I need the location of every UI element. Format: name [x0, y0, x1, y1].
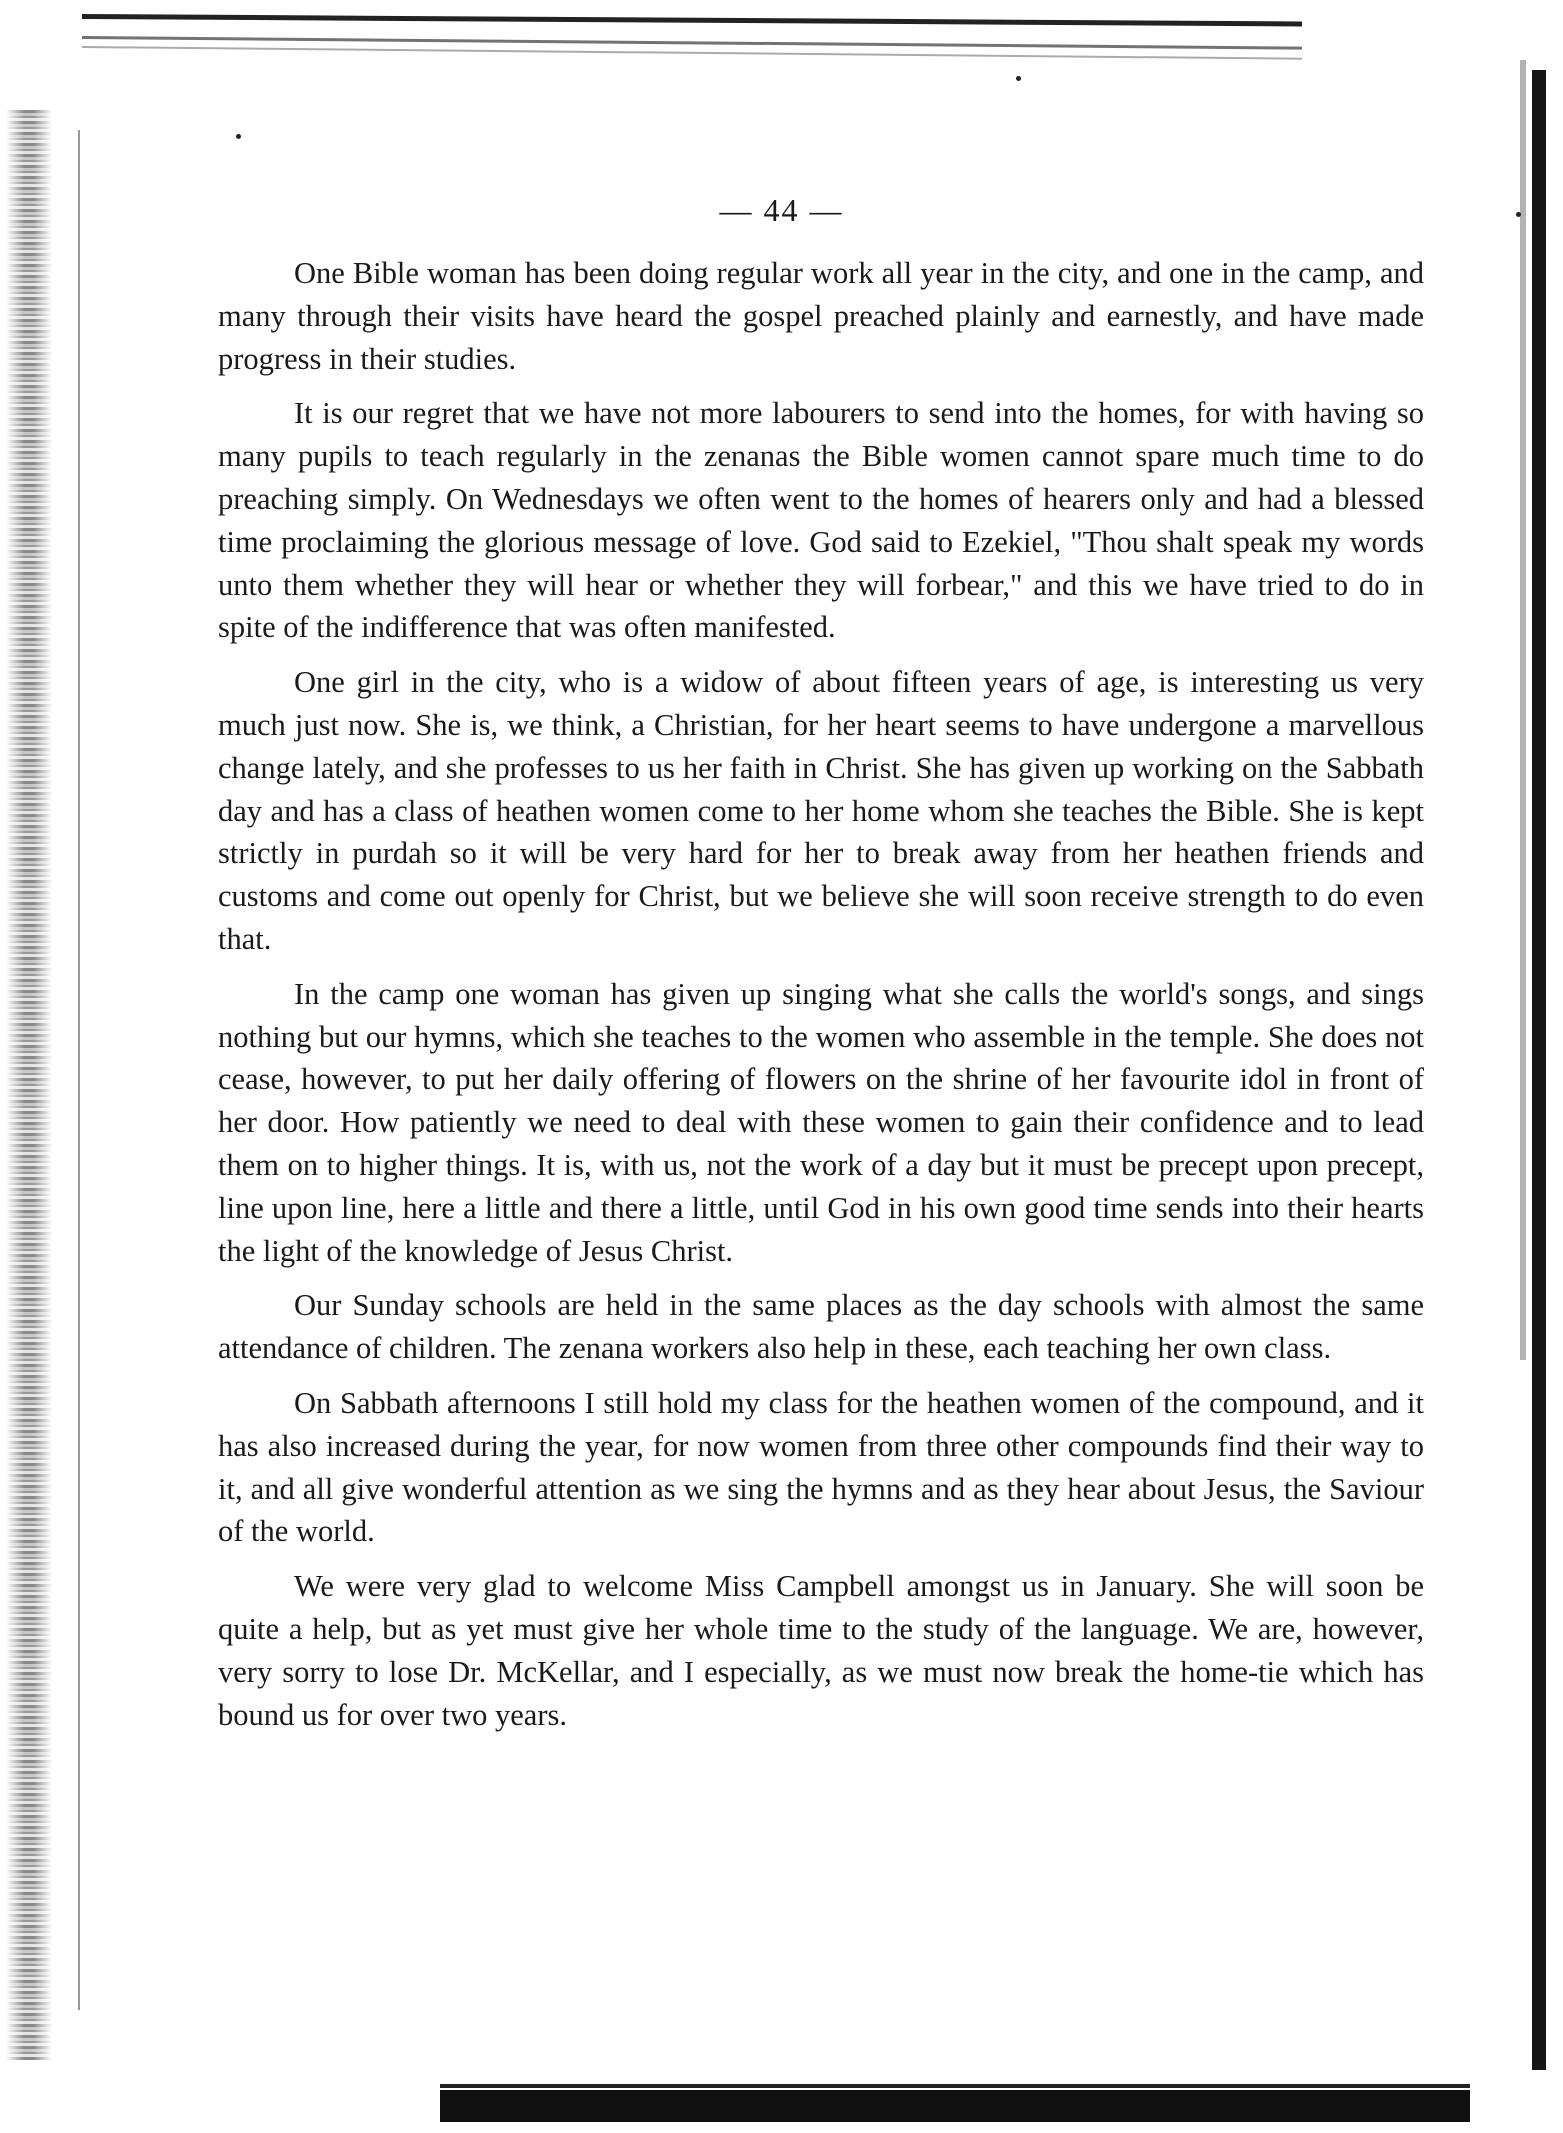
bottom-rule-heavy [440, 2090, 1470, 2122]
paragraph-camp-woman: In the camp one woman has given up singing what she calls the world's songs, and sings nothing but our hymns, which she teaches to the women who assemble in the temple. She does not cease, however, to put her daily offering of flowers on the shrine of her favourite idol in front of her door. How patiently we need to deal with these women to gain their confidence and to lead them on to higher things. It is, with us, not the work of a day but it must be precept upon precept, line upon line, here a little and there a little, until God in his own good time sends into their hearts the light of the knowledge of Jesus Christ. [218, 976, 1424, 1268]
top-rule [82, 14, 1302, 26]
left-edge-line [78, 130, 80, 2010]
bottom-rule [440, 2084, 1470, 2088]
paragraph-sunday-schools: Our Sunday schools are held in the same places as the day schools with almost the same attendance of children. The zenana workers also help in these, each teaching her own class. [218, 1288, 1424, 1366]
scan-speck [1016, 76, 1021, 81]
paragraph-widow-girl: One girl in the city, who is a widow of about fifteen years of age, is interesting us very much just now. She is, we think, a Christian, for her heart seems to have undergone a marvellous change lately, and she professes to us her faith in Christ. She has given up working on the Sabbath day and has a class of heathen women come to her home whom she teaches the Bible. She is kept strictly in purdah so it will be very hard for her to break away from her heathen friends and customs and come out openly for Christ, but we believe she will soon receive strength to do even that. [218, 665, 1424, 956]
scan-speck [236, 134, 241, 139]
paragraph-sabbath-afternoons: On Sabbath afternoons I still hold my class for the heathen women of the compound, and it has also increased during the year, for now women from three other compounds find their way to it, and all give wonderful attention as we sing the hymns and as they hear about Jesus, the Saviour of the world. [218, 1385, 1424, 1549]
left-binding-edge [6, 110, 52, 2060]
paragraph-bible-woman: One Bible woman has been doing regular work all year in the city, and one in the camp, and many through their visits have heard the gospel preached plainly and earnestly, and have made progress in their studies. [218, 256, 1424, 376]
right-page-edge [1532, 70, 1546, 2070]
paragraph-labourers: It is our regret that we have not more labourers to send into the homes, for with having so many pupils to teach regularly in the zenanas the Bible women cannot spare much time to do preaching simply. On Wednesdays we often went to the homes of hearers only and had a blessed time proclaiming the glorious message of love. God said to Ezekiel, "Thou shalt speak my words unto them whether they will hear or whether they will forbear," and this we have tried to do in spite of the indifference that was often manifested. [218, 396, 1424, 645]
paragraph-miss-campbell: We were very glad to welcome Miss Campbell amongst us in January. She will soon be quite a help, but as yet must give her whole time to the study of the language. We are, however, very sorry to lose Dr. McKellar, and I especially, as we must now break the home-tie which has bound us for over two years. [218, 1569, 1424, 1732]
page-body [218, 252, 1424, 1748]
right-page-edge-shadow [1520, 60, 1526, 1360]
page-number: — 44 — [719, 192, 844, 228]
